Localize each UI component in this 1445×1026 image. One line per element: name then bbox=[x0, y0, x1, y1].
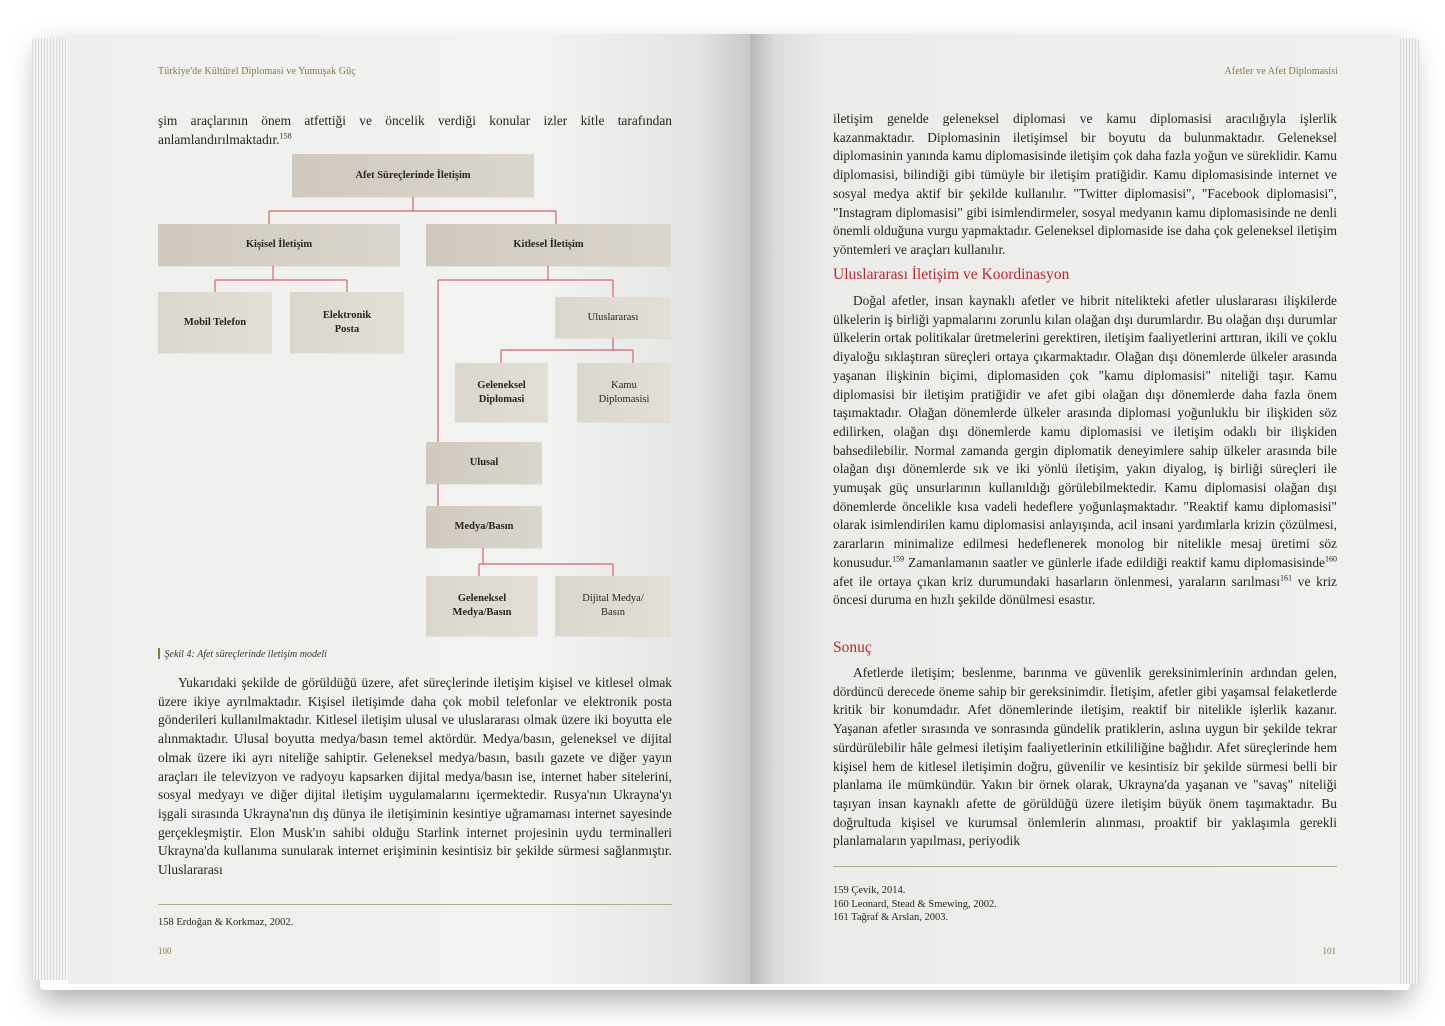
heading-international-communication: Uluslararası İletişim ve Koordinasyon bbox=[833, 266, 1070, 283]
page-edges-left bbox=[32, 38, 72, 980]
running-head-right: Afetler ve Afet Diplomasisi bbox=[1224, 66, 1338, 77]
running-head-left: Türkiye'de Kültürel Diplomasi ve Yumuşak Güç bbox=[158, 66, 356, 77]
right-para-2: Doğal afetler, insan kaynaklı afetler ve hibrit nitelikteki afetler uluslararası ilişkilerde ülkelerin iş birliği yapmalarını zorunlu kılan olağan dışı durumlardır. Bu olağan dışı durumlar ülkelerin ortak politikalar üretmelerini gerektiren, iletişim faaliyetlerini arttıran, ikili ve çoklu diyaloğu sıklaştıran süreçleri ortaya çıkarmaktadır. Olağan dışı dönemlerde ülkeler arasında yaşanan ilişkinin biçimi, diplomasiden çok "kamu diplomasisi" niteliği taşır. Kamu diplomasisi bir iletişim pratiğidir ve afet gibi olağan dışı dönemlerde daha fazla önem taşımaktadır. Olağan dönemlerde ülkeler arasında diplomasi yoğunluklu bir ilişkiden söz edilirken, olağan dışı dönemlerde kamu diplomasisi ve iletişim odaklı bir ilişkiden bahsedilebilir. Normal zamanda gergin diplomatik deneyimlere sahip ülkeler arasında bile olağan dışı dönemlerde sık ve iki yönlü iletişim, yakın diyalog, iş birliği süreçleri ile yumuşak güç unsurlarının kullanıldığı görülebilmektedir. Kamu diplomasisi olağan dışı dönemlerde öncelikle kısa vadeli hedeflere yoğunlaşmaktadır. "Reaktif kamu diplomasisi" olarak isimlendirilen kamu diplomasisi anlayışında, acil insani yardımlarla krizin çözülmesi, zararların minimalize edilmesi hedeflenerek monolog bir nitelikle mesaj üretimi söz konusudur.$^{159}$ Zamanlamanın saatler ve günlerle ifade edildiği reaktif kamu diplomasisinde$^{160}$ afet ile ortaya çıkan kriz durumundaki hasarların önlenmesi, yaraların sarılması$^{161}$ ve kriz öncesi duruma en hızlı şekilde dönülmesi esastır. bbox=[833, 293, 1337, 608]
footnote-rule-right bbox=[833, 866, 1337, 867]
heading-conclusion: Sonuç bbox=[833, 639, 872, 656]
node-personal: Kişisel İletişim bbox=[158, 224, 400, 266]
node-national: Ulusal bbox=[426, 442, 542, 484]
intro-text: şim araçlarının önem atfettiği ve öncelik verdiği konular izler kitle tarafından anlamlandırılmaktadır. bbox=[158, 113, 672, 147]
node-media: Medya/Basın bbox=[426, 506, 542, 548]
footnote-ref-159[interactable]: 159 bbox=[892, 554, 905, 564]
node-digital-media: Dijital Medya/ Basın bbox=[555, 576, 671, 636]
node-public-diplomacy: Kamu Diplomasisi bbox=[577, 363, 671, 422]
footnote-158: 158 Erdoğan & Korkmaz, 2002. bbox=[158, 917, 294, 928]
page-number-right: 101 bbox=[1322, 946, 1336, 956]
right-page bbox=[750, 34, 1400, 984]
footnote-161: 161 Tağraf & Arslan, 2003. bbox=[833, 912, 949, 923]
communication-model-chart bbox=[68, 34, 750, 674]
node-mass: Kitlesel İletişim bbox=[426, 224, 671, 266]
node-email: Elektronik Posta bbox=[290, 292, 404, 353]
footnote-ref-158[interactable]: 158 bbox=[279, 131, 292, 141]
footnotes-right bbox=[833, 884, 997, 925]
node-traditional-media: Geleneksel Medya/Basın bbox=[426, 576, 538, 636]
figure-caption: Şekil 4: Afet süreçlerinde iletişim modeli bbox=[158, 648, 327, 660]
left-body-text: Yukarıdaki şekilde de görüldüğü üzere, afet süreçlerinde iletişim kişisel ve kitlesel olmak üzere ikiye ayrılmaktadır. Kişisel iletişimde daha çok mobil telefonlar ve elektronik posta gönderileri kullanılmaktadır. Kitlesel iletişim ulusal ve uluslararası olmak üzere iki boyutta ele alınmaktadır. Ulusal boyutta medya/basın temel aktördür. Medya/basın, geleneksel ve dijital olmak üzere iki ayrı niteliğe sahiptir. Geleneksel medya/basın, basılı gazete ve diğer yayın araçları ile televizyon ve radyoyu kapsarken dijital medya/basın ise, internet haber sitelerini, sosyal medyayı ve diğer dijital iletişim uygulamalarını içermektedir. Rusya'nın Ukrayna'yı işgali sırasında Ukrayna'nın dış dünya ile iletişiminin kesintiye uğramaması internet sayesinde gerçekleşmiştir. Elon Musk'ın sahibi olduğu Starlink internet projesinin uydu terminalleri Ukrayna'da kullanıma sunularak internet erişiminin kesintisiz bir şekilde sürmesi sağlanmıştır. Uluslararası bbox=[158, 675, 672, 878]
left-page bbox=[68, 34, 750, 984]
right-para-1: iletişim genelde geleneksel diplomasi ve kamu diplomasisi aracılığıyla işlerlik kazanmaktadır. Diplomasinin iletişimsel bir boyutu da bulunmaktadır. Geleneksel diplomasinin yanında kamu diplomasisinde iletişim çok daha fazla yoğun ve süreklidir. Kamu diplomasisi, bilindiği gibi tümüyle bir iletişim pratiğidir. Kamu diplomasisinde internet ve sosyal medya aktif bir şekilde kullanılır. "Twitter diplomasisi", "Facebook diplomasisi", "Instagram diplomasisi" gibi isimlendirmeler, sosyal medyanın kamu diplomasisinde ne denli önemli olduğuna vurgu yapmaktadır. Geleneksel diplomaside ise daha çok geleneksel iletişim yöntemleri ve araçları kullanılır. bbox=[833, 111, 1337, 257]
node-international: Uluslararası bbox=[555, 297, 671, 338]
node-traditional-diplomacy: Geleneksel Diplomasi bbox=[455, 363, 548, 422]
node-root: Afet Süreçlerinde İletişim bbox=[292, 154, 534, 197]
node-mobile-phone: Mobil Telefon bbox=[158, 292, 272, 353]
footnote-ref-160[interactable]: 160 bbox=[1325, 554, 1337, 564]
footnote-160: 160 Leonard, Stead & Smewing, 2002. bbox=[833, 898, 997, 910]
right-para-3: Afetlerde iletişim; beslenme, barınma ve güvenlik gereksinimlerinin ardından gelen, dördüncü derecede öneme sahip bir gereksinimdir. İletişim, afetler gibi yaşamsal felaketlerde kritik bir konumdadır. Afet dönemlerinde iletişim, reaktif bir nitelikle işlerlik kazanır. Yaşanan afetler sırasında ve sonrasında gündelik pratiklerin, aslına uygun bir şekilde tekrar sürdürülebilir hâle gelmesi iletişim faaliyetlerinin etkililiğine bağlıdır. Afet süreçlerinde hem kişisel hem de kitlesel iletişimin doğru, güvenilir ve kesintisiz bir şekilde sürmesi belli bir planlama ile mümkündür. Yakın bir örnek olarak, Ukrayna'da yaşanan ve "savaş" niteliği taşıyan insan kaynaklı afette de görüldüğü üzere iletişim büyük önem taşımaktadır. Bu doğrultuda kişisel ve kurumsal önlemlerin alınması, proaktif bir yaklaşımla gerekli planlamaların yapılması, periyodik bbox=[833, 665, 1337, 849]
footnote-rule-left bbox=[158, 904, 672, 905]
footnotes-left bbox=[158, 916, 293, 930]
footnote-ref-161[interactable]: 161 bbox=[1280, 573, 1293, 583]
page-number-left: 100 bbox=[158, 946, 172, 956]
caption-bar bbox=[158, 648, 160, 659]
footnote-159: 159 Çevik, 2014. bbox=[833, 885, 906, 896]
